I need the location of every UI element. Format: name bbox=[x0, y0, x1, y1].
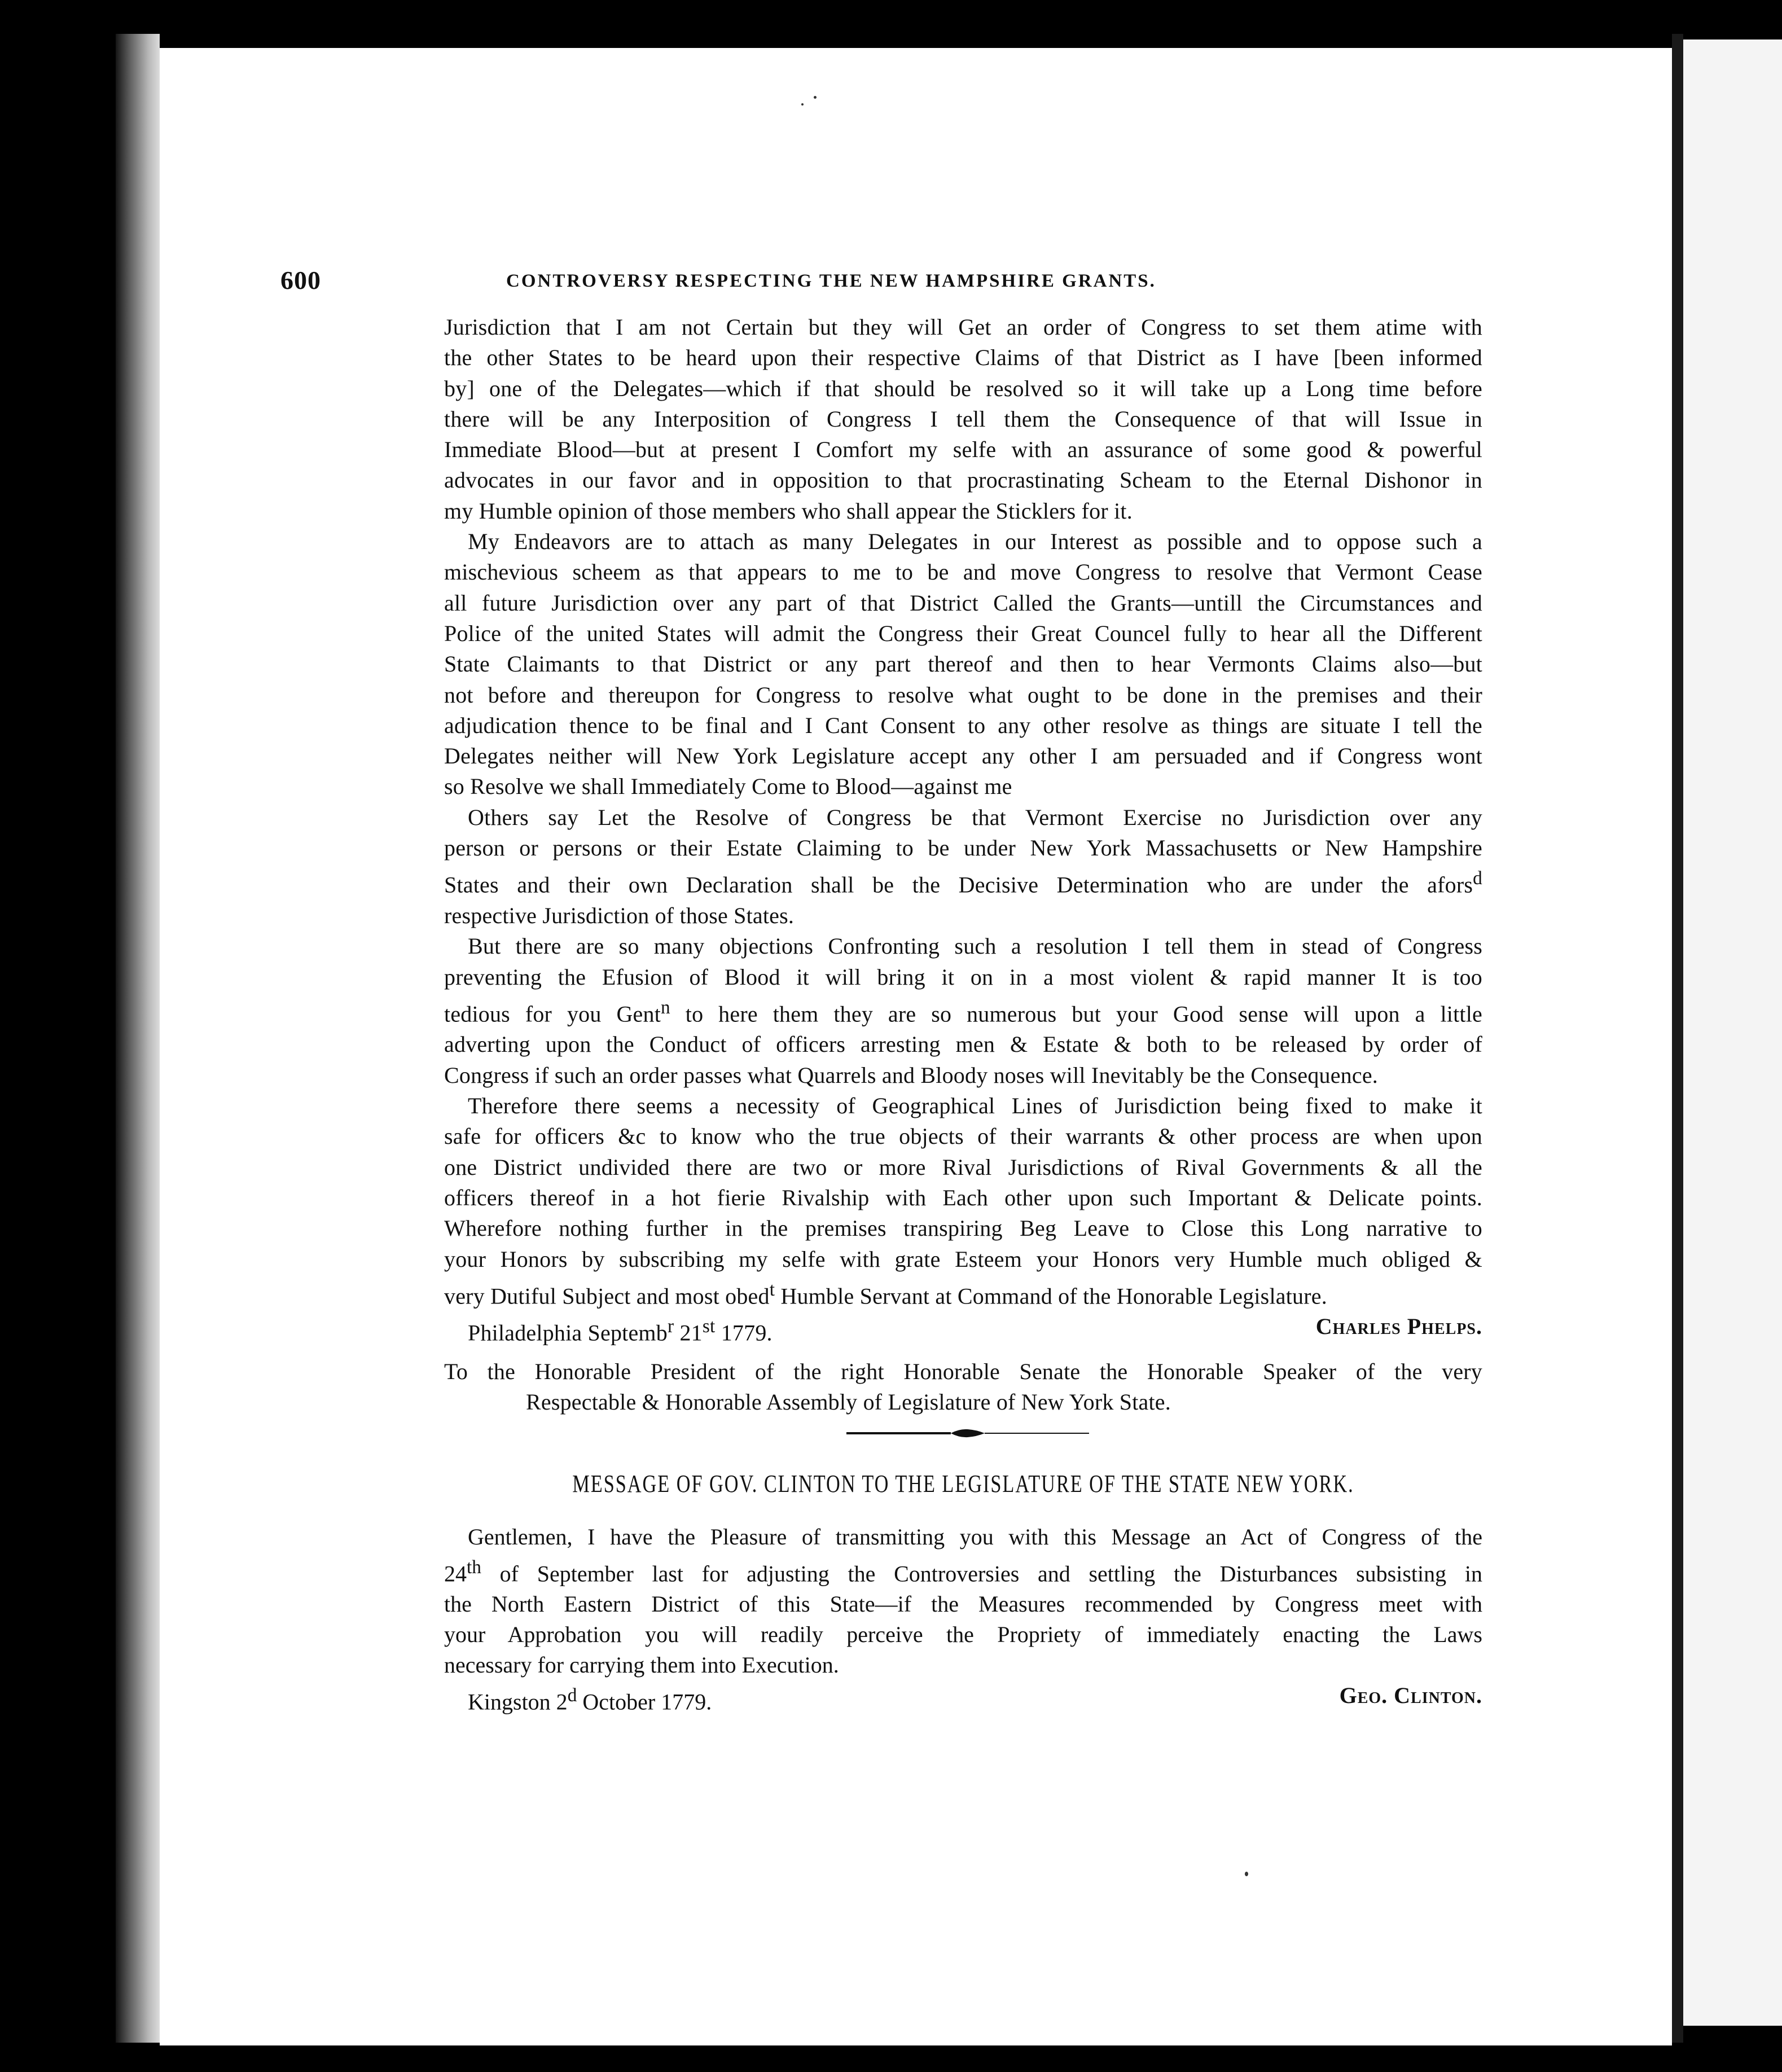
text-run: tedious for you Gent bbox=[444, 1001, 661, 1027]
message-body bbox=[444, 1522, 1482, 1718]
page-header bbox=[280, 265, 1494, 299]
address-line: To the Honorable President of the right Honorable Senate the Honorable Speaker of the very bbox=[444, 1359, 1482, 1385]
text-line: your Honors by subscribing my selfe with grate Esteem your Honors very Humble much obliged & bbox=[444, 1246, 1482, 1272]
text-line: Therefore there seems a necessity of Geographical Lines of Jurisdiction being fixed to make it bbox=[468, 1093, 1482, 1119]
superscript: d bbox=[1473, 868, 1482, 889]
text-line: advocates in our favor and in opposition to that procrastinating Scheam to the Eternal Dishonor in bbox=[444, 467, 1482, 493]
text-run: States and their own Declaration shall be the Decisive Determination who are under the afors bbox=[444, 872, 1473, 898]
text-run: 24 bbox=[444, 1561, 467, 1587]
text-line: so Resolve we shall Immediately Come to Blood—against me bbox=[444, 774, 1012, 800]
text-line: mischevious scheem as that appears to me to be and move Congress to resolve that Vermont Cease bbox=[444, 559, 1482, 585]
scan-left-margin bbox=[0, 0, 113, 2072]
ornament-rule-svg bbox=[846, 1422, 1089, 1445]
text-line: Others say Let the Resolve of Congress be that Vermont Exercise no Jurisdiction over any bbox=[468, 804, 1482, 830]
text-line: there will be any Interposition of Congress I tell them the Consequence of that will Issue in bbox=[444, 406, 1482, 432]
text-line: Wherefore nothing further in the premises transpiring Beg Leave to Close this Long narrative to bbox=[444, 1215, 1482, 1241]
text-line: the North Eastern District of this State—if the Measures recommended by Congress meet with bbox=[444, 1591, 1482, 1617]
text-line: State Claimants to that District or any part thereof and then to hear Vermonts Claims also—but bbox=[444, 651, 1482, 677]
text-line: officers thereof in a hot fierie Rivalship with Each other upon such Important & Delicate points. bbox=[444, 1184, 1482, 1210]
superscript: th bbox=[467, 1557, 481, 1578]
text-line: Immediate Blood—but at present I Comfort my selfe with an assurance of some good & powerful bbox=[444, 437, 1482, 463]
facing-page-sliver bbox=[1683, 39, 1782, 2026]
page-number: 600 bbox=[280, 266, 321, 295]
text-line: But there are so many objections Confronting such a resolution I tell them in stead of Congress bbox=[468, 933, 1482, 959]
book-spine-edge bbox=[116, 34, 160, 2043]
message-signoff bbox=[444, 1680, 1482, 1717]
place-date-day: 21 bbox=[679, 1320, 703, 1346]
text-line: my Humble opinion of those members who shall appear the Sticklers for it. bbox=[444, 498, 1133, 524]
text-run: Kingston 2 bbox=[468, 1689, 568, 1715]
place-date-text: Philadelphia Septemb bbox=[468, 1320, 668, 1346]
text-run: Humble Servant at Command of the Honorable Legislature. bbox=[780, 1283, 1327, 1309]
text-line: adverting upon the Conduct of officers arresting men & Estate & both to be released by order of bbox=[444, 1031, 1482, 1057]
paper-speck bbox=[801, 103, 804, 106]
scan-right-border bbox=[1672, 34, 1683, 2043]
text-line: safe for officers &c to know who the true objects of their warrants & other process are when upon bbox=[444, 1123, 1482, 1149]
place-date-year: 1779. bbox=[721, 1320, 773, 1346]
text-run: October 1779. bbox=[577, 1689, 712, 1715]
superscript: n bbox=[661, 997, 670, 1018]
text-line: Delegates neither will New York Legislature accept any other I am persuaded and if Congress wont bbox=[444, 743, 1482, 769]
superscript: st bbox=[702, 1316, 716, 1337]
text-line: respective Jurisdiction of those States. bbox=[444, 902, 795, 928]
text-line bbox=[444, 993, 1482, 1030]
letter-signoff bbox=[444, 1311, 1482, 1349]
text-line: not before and thereupon for Congress to resolve what ought to be done in the premises and their bbox=[444, 682, 1482, 708]
text-line: the other States to be heard upon their respective Claims of that District as I have [been informed bbox=[444, 345, 1482, 371]
text-line: Congress if such an order passes what Quarrels and Bloody noses will Inevitably be the Consequence. bbox=[444, 1062, 1378, 1088]
superscript: r bbox=[667, 1316, 674, 1337]
message-title: MESSAGE OF GOV. CLINTON TO THE LEGISLATURE OF THE STATE NEW YORK. bbox=[572, 1470, 1354, 1498]
text-line bbox=[444, 1552, 1482, 1589]
text-line: all future Jurisdiction over any part of that District Called the Grants—untill the Circumstances and bbox=[444, 590, 1482, 616]
place-date bbox=[468, 1311, 773, 1349]
superscript: d bbox=[567, 1685, 577, 1706]
paper-speck bbox=[814, 96, 817, 99]
text-line: by] one of the Delegates—which if that should be resolved so it will take up a Long time before bbox=[444, 375, 1482, 401]
text-line: adjudication thence to be final and I Cant Consent to any other resolve as things are situate I tell the bbox=[444, 712, 1482, 738]
text-run: very Dutiful Subject and most obed bbox=[444, 1283, 770, 1309]
text-line: your Approbation you will readily perceive the Propriety of immediately enacting the Laws bbox=[444, 1622, 1482, 1648]
text-line: Jurisdiction that I am not Certain but they will Get an order of Congress to set them atime with bbox=[444, 314, 1482, 340]
signature: Geo. Clinton. bbox=[1339, 1683, 1482, 1709]
letter-body bbox=[444, 312, 1482, 1418]
paper-speck bbox=[1245, 1872, 1248, 1876]
text-line: Gentlemen, I have the Pleasure of transmitting you with this Message an Act of Congress of the bbox=[468, 1524, 1482, 1549]
section-ornament-rule bbox=[846, 1422, 1089, 1445]
running-head: CONTROVERSY RESPECTING THE NEW HAMPSHIRE GRANTS. bbox=[506, 271, 1156, 291]
text-line: Police of the united States will admit the Congress their Great Councel fully to hear all the Different bbox=[444, 620, 1482, 646]
signature: Charles Phelps. bbox=[1315, 1314, 1482, 1340]
place-date bbox=[468, 1680, 712, 1717]
text-line: person or persons or their Estate Claiming to be under New York Massachusetts or New Hampshire bbox=[444, 835, 1482, 861]
text-line bbox=[444, 1275, 1482, 1312]
superscript: t bbox=[769, 1279, 775, 1300]
text-line: one District undivided there are two or more Rival Jurisdictions of Rival Governments & all the bbox=[444, 1154, 1482, 1180]
text-line: preventing the Efusion of Blood it will bring it on in a most violent & rapid manner It is too bbox=[444, 964, 1482, 990]
text-line: necessary for carrying them into Execution. bbox=[444, 1652, 839, 1678]
text-line bbox=[444, 863, 1482, 901]
address-line: Respectable & Honorable Assembly of Legislature of New York State. bbox=[526, 1389, 1171, 1415]
text-run: to here them they are so numerous but your Good sense will upon a little bbox=[685, 1001, 1482, 1027]
text-line: My Endeavors are to attach as many Delegates in our Interest as possible and to oppose such a bbox=[468, 529, 1482, 555]
text-run: of September last for adjusting the Controversies and settling the Disturbances subsisting in bbox=[481, 1561, 1482, 1587]
